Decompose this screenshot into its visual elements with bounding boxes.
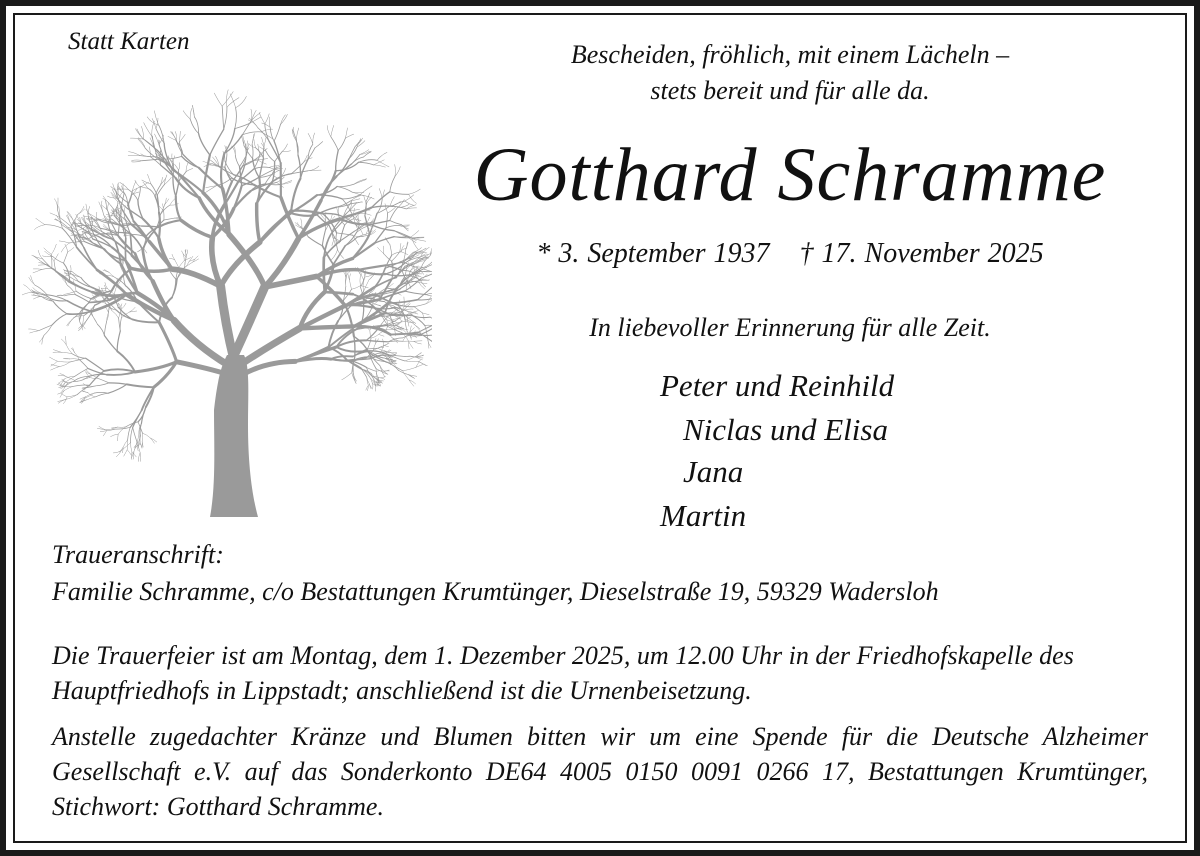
- statt-karten-label: Statt Karten: [68, 28, 190, 55]
- family-member: Peter und Reinhild: [660, 368, 895, 403]
- deceased-name: Gotthard Schramme: [473, 133, 1107, 217]
- address-line: Familie Schramme, c/o Bestattungen Krumtünger, Dieselstraße 19, 59329 Wadersloh: [52, 577, 939, 606]
- family-member: Niclas und Elisa: [683, 412, 888, 447]
- death-date: † 17. November 2025: [799, 238, 1044, 269]
- life-dates: [440, 238, 1140, 270]
- service-paragraph: Die Trauerfeier ist am Montag, dem 1. Dezember 2025, um 12.00 Uhr in der Friedhofskapelle des Hauptfriedhofs in Lippstadt; anschließend ist die Urnenbeisetzung.: [52, 641, 1074, 705]
- family-member: Martin: [660, 498, 747, 533]
- remembrance-text: In liebevoller Erinnerung für alle Zeit.: [589, 313, 991, 342]
- motto-line-1: Bescheiden, fröhlich, mit einem Lächeln –: [570, 40, 1010, 69]
- donation-paragraph: Anstelle zugedachter Kränze und Blumen bitten wir um eine Spende für die Deutsche Alzheimer Gesellschaft e.V. auf das Sonderkonto DE64 4005 0150 0091 0266 17, Bestattungen Krumtünger, Stichwort: Gotthard Schramme.: [52, 722, 1148, 821]
- motto-line-2: stets bereit und für alle da.: [650, 76, 930, 105]
- birth-date: * 3. September 1937: [536, 238, 770, 269]
- tree-icon: [22, 75, 432, 525]
- family-member: Jana: [683, 454, 744, 489]
- address-label: Traueranschrift:: [52, 540, 224, 569]
